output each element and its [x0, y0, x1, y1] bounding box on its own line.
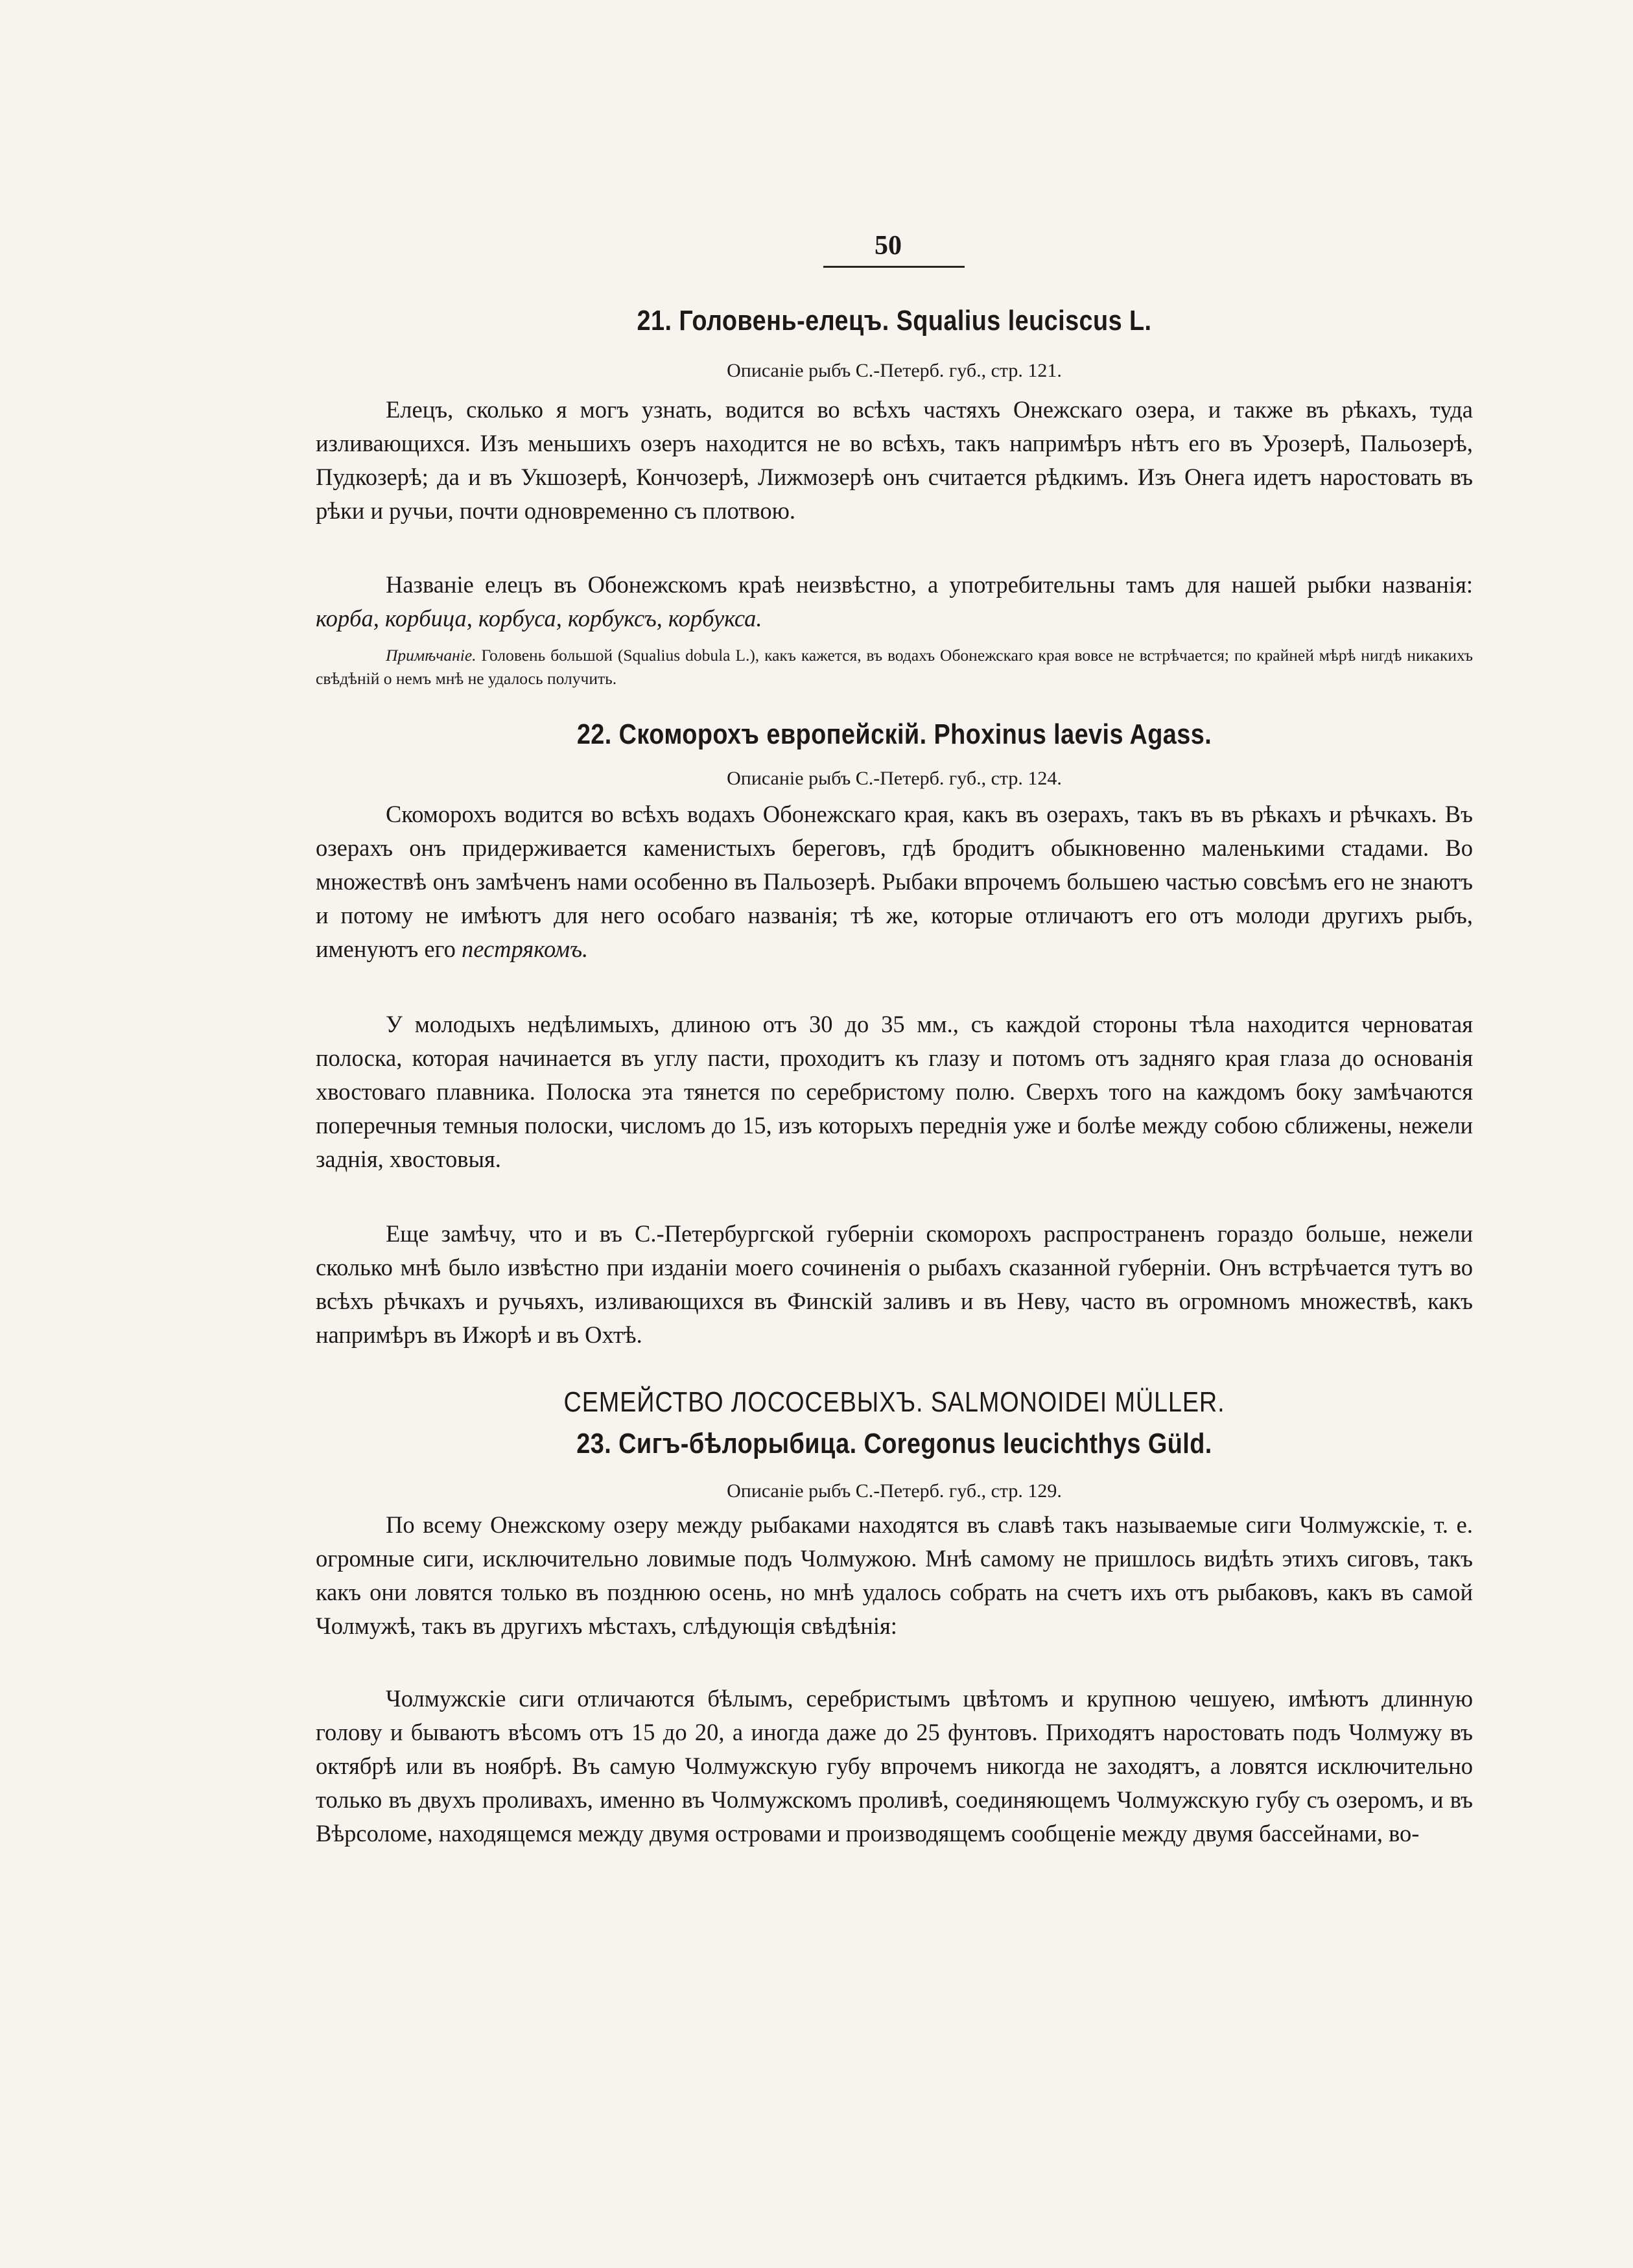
local-name: пестрякомъ.	[462, 936, 589, 962]
family-heading: СЕМЕЙСТВО ЛОСОСЕВЫХЪ. SALMONOIDEI MÜLLER.	[563, 1386, 1225, 1418]
section-title-23: 23. Сигъ-бѣлорыбица. Coregonus leucichthys Güld.	[576, 1428, 1212, 1459]
footnote-text: Головень большой (Squalius dobula L.), какъ кажется, въ водахъ Обонежскаго края вовсе не встрѣчается; по крайней мѣрѣ нигдѣ никакихъ свѣдѣній о немъ мнѣ не удалось получить.	[316, 646, 1474, 688]
paragraph-21-2-text: Названіе елецъ въ Обонежскомъ краѣ неизвѣстно, а употребительны тамъ для нашей рыбки названія:	[386, 571, 1473, 598]
paragraph-22-1-text: Скоморохъ водится во всѣхъ водахъ Обонежскаго края, какъ въ озерахъ, такъ въ въ рѣкахъ и рѣчкахъ. Въ озерахъ онъ придерживается каменистыхъ береговъ, гдѣ бродитъ обыкновенно маленькими стадами. Во множествѣ онъ замѣченъ нами особенно въ Пальозерѣ. Рыбаки впрочемъ большею частью совсѣмъ его не знаютъ и потому не имѣютъ для него особаго названія; тѣ же, которые отличаютъ его отъ молоди другихъ рыбъ, именуютъ его	[316, 801, 1473, 962]
paragraph-22-3: Еще замѣчу, что и въ С.-Петербургской губерніи скоморохъ распространенъ гораздо больше, нежели сколько мнѣ было извѣстно при изданіи моего сочиненія о рыбахъ сказанной губерніи. Онъ встрѣчается тутъ во всѣхъ рѣчкахъ и ручьяхъ, изливающихся въ Финскій заливъ и въ Неву, часто въ огромномъ множествѣ, какъ напримѣръ въ Ижорѣ и въ Охтѣ.	[316, 1220, 1473, 1348]
footnote-label: Примѣчаніе.	[386, 646, 476, 665]
page-number: 50	[875, 231, 902, 261]
section-reference-21: Описаніе рыбъ С.-Петерб. губ., стр. 121.	[727, 360, 1062, 381]
section-title-21: 21. Головень-елецъ. Squalius leuciscus L.	[637, 305, 1152, 337]
paragraph-21-2	[316, 568, 1473, 635]
section-title-22: 22. Скоморохъ европейскій. Phoxinus laevis Agass.	[576, 718, 1212, 750]
page-number-rule	[823, 266, 965, 268]
paragraph-22-1	[316, 797, 1473, 966]
footnote-21	[316, 644, 1473, 691]
paragraph-23-1: По всему Онежскому озеру между рыбаками находятся въ славѣ такъ называемые сиги Чолмужскіе, т. е. огромные сиги, исключительно ловимые подъ Чолмужою. Мнѣ самому не пришлось видѣть этихъ сиговъ, такъ какъ они ловятся только въ позднюю осень, но мнѣ удалось собрать на счетъ ихъ отъ рыбаковъ, какъ въ самой Чолмужѣ, такъ въ другихъ мѣстахъ, слѣдующія свѣдѣнія:	[316, 1511, 1473, 1639]
paragraph-21-1: Елецъ, сколько я могъ узнать, водится во всѣхъ частяхъ Онежскаго озера, и также въ рѣкахъ, туда изливающихся. Изъ меньшихъ озеръ находится не во всѣхъ, такъ напримѣръ нѣтъ его въ Урозерѣ, Пальозерѣ, Пудкозерѣ; да и въ Укшозерѣ, Кончозерѣ, Лижмозерѣ онъ считается рѣдкимъ. Изъ Онега идетъ наростовать въ рѣки и ручьи, почти одновременно съ плотвою.	[316, 396, 1473, 524]
section-reference-22: Описаніе рыбъ С.-Петерб. губ., стр. 124.	[727, 768, 1062, 789]
section-reference-23: Описаніе рыбъ С.-Петерб. губ., стр. 129.	[727, 1480, 1062, 1502]
local-names: корба, корбица, корбуса, корбуксъ, корбукса.	[316, 605, 762, 632]
paragraph-22-2: У молодыхъ недѣлимыхъ, длиною отъ 30 до 35 мм., съ каждой стороны тѣла находится черноватая полоска, которая начинается въ углу пасти, проходитъ къ глазу и потомъ отъ задняго края глаза до основанія хвостоваго плавника. Полоска эта тянется по серебристому полю. Сверхъ того на каждомъ боку замѣчаются поперечныя темныя полоски, числомъ до 15, изъ которыхъ переднія уже и болѣе между собою сближены, нежели заднія, хвостовыя.	[316, 1011, 1473, 1172]
paragraph-23-2: Чолмужскіе сиги отличаются бѣлымъ, серебристымъ цвѣтомъ и крупною чешуею, имѣютъ длинную голову и бываютъ вѣсомъ отъ 15 до 20, а иногда даже до 25 фунтовъ. Приходятъ наростовать подъ Чолмужу въ октябрѣ или въ ноябрѣ. Въ самую Чолмужскую губу впрочемъ никогда не заходятъ, а ловятся исключительно только въ двухъ проливахъ, именно въ Чолмужскомъ проливѣ, соединяющемъ Чолмужскую губу съ озеромъ, и въ Вѣрсоломе, находящемся между двумя островами и производящемъ сообщеніе между двумя бассейнами, во-	[316, 1685, 1473, 1847]
